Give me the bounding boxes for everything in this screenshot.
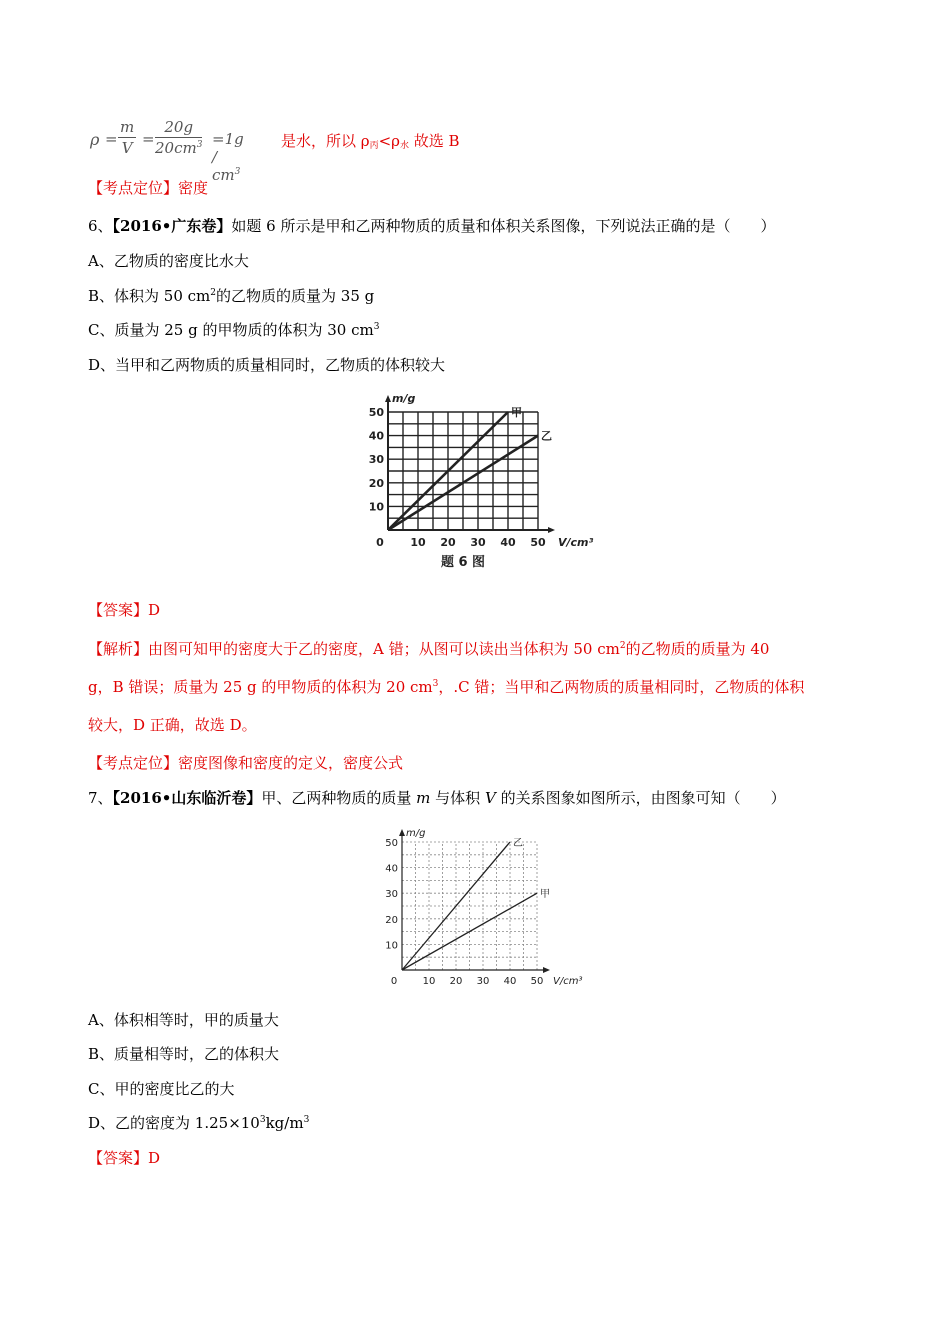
formula-conclusion: 是水，所以 $\rho_丙<\rho_水$ 故选 B [281, 132, 460, 151]
y-tick-label: 30 [368, 453, 384, 467]
x-tick-label: 20 [440, 536, 456, 549]
x-axis-label: V/cm³ [553, 976, 583, 987]
formula-frac-mv [118, 117, 136, 158]
x-axis-label: V/cm³ [558, 536, 594, 549]
q6-option-b: B、体积为 50 $cm^2$的乙物质的质量为 35 g [88, 287, 375, 305]
x-tick-label: 30 [470, 536, 486, 549]
q7-chart [378, 818, 588, 993]
q6-stem: 6、【2016•广东卷】如题 6 所示是甲和乙两种物质的质量和体积关系图像，下列说法正确的是（ ） [88, 217, 776, 235]
q6-option-d: D、当甲和乙两物质的质量相同时，乙物质的体积较大 [88, 356, 446, 374]
q7-option-b: B、质量相等时，乙的体积大 [88, 1045, 280, 1063]
series-label: 乙 [541, 429, 552, 443]
q6-answer: 【答案】D [88, 601, 161, 619]
q6-option-a: A、乙物质的密度比水大 [88, 252, 249, 270]
chart6-grid [388, 412, 538, 530]
q6-analysis-line2: g，B 错误；质量为 25 g 的甲物质的体积为 20 $cm^3$，.C 错；当甲和乙两物质的质量相同时，乙物质的体积 [88, 678, 805, 696]
y-tick-label: 50 [385, 838, 398, 849]
formula-eq1: = [105, 130, 118, 148]
x-tick-label: 50 [530, 976, 544, 987]
y-axis-label: m/g [392, 392, 416, 405]
x-tick-label: 0 [390, 976, 398, 987]
q6-chart [360, 390, 610, 575]
q7-stem: 7、【2016•山东临沂卷】甲、乙两种物质的质量 m 与体积 V 的关系图象如图所示，由图象可知（ ） [88, 789, 786, 807]
x-tick-label: 30 [476, 976, 490, 987]
y-tick-label: 10 [385, 940, 398, 952]
y-axis-label: m/g [406, 828, 426, 839]
x-tick-label: 40 [503, 976, 517, 987]
x-tick-label: 10 [410, 536, 426, 549]
q7-answer: 【答案】D [88, 1149, 161, 1167]
y-tick-label: 20 [368, 476, 384, 490]
y-axis-arrow [399, 829, 405, 836]
x-tick-label: 40 [500, 536, 516, 549]
q7-option-a: A、体积相等时，甲的质量大 [88, 1011, 279, 1029]
q7-option-d: D、乙的密度为 $1.25\times 10^3kg/m^3$ [88, 1114, 310, 1132]
x-tick-label: 0 [376, 536, 384, 549]
formula-den: $20cm^3$ [155, 139, 203, 157]
q6-option-c: C、质量为 25 g 的甲物质的体积为 30 $cm^3$ [88, 321, 380, 339]
formula-num: 20g [155, 117, 202, 138]
formula-m: m [120, 118, 135, 136]
formula-v: V [121, 139, 133, 157]
formula-eq2: = [142, 130, 155, 148]
q7-option-c: C、甲的密度比乙的大 [88, 1080, 235, 1098]
y-tick-label: 40 [385, 863, 398, 875]
kaodian-1: 【考点定位】密度 [88, 179, 209, 197]
y-axis-arrow [385, 395, 391, 402]
y-tick-label: 10 [368, 500, 384, 514]
q6-kaodian: 【考点定位】密度图像和密度的定义，密度公式 [88, 754, 404, 772]
y-tick-label: 40 [368, 429, 384, 443]
x-axis-arrow [548, 527, 555, 533]
y-tick-label: 30 [385, 889, 398, 901]
x-tick-label: 10 [422, 976, 436, 987]
y-tick-label: 50 [368, 406, 384, 419]
chart6-axes [385, 395, 555, 533]
formula-frac-values [155, 117, 202, 158]
series-label: 甲 [540, 889, 550, 901]
x-tick-label: 50 [530, 536, 546, 549]
x-axis-arrow [543, 967, 550, 973]
y-tick-label: 20 [385, 914, 398, 926]
x-tick-label: 20 [449, 976, 463, 987]
chart7-grid [402, 842, 537, 970]
formula-rho: ρ [90, 130, 100, 149]
q6-analysis-line1: 【解析】由图可知甲的密度大于乙的密度，A 错；从图可以读出当体积为 50 $cm^2$的乙物质的质量为 40 [88, 640, 770, 658]
series-label: 乙 [513, 838, 523, 849]
chart-title: 题 6 图 [440, 555, 486, 570]
series-label: 甲 [511, 406, 522, 419]
chart7-axes [399, 829, 550, 973]
formula-result: $=1g / cm^3$ [212, 130, 244, 184]
q6-analysis-line3: 较大，D 正确，故选 D。 [88, 716, 257, 734]
